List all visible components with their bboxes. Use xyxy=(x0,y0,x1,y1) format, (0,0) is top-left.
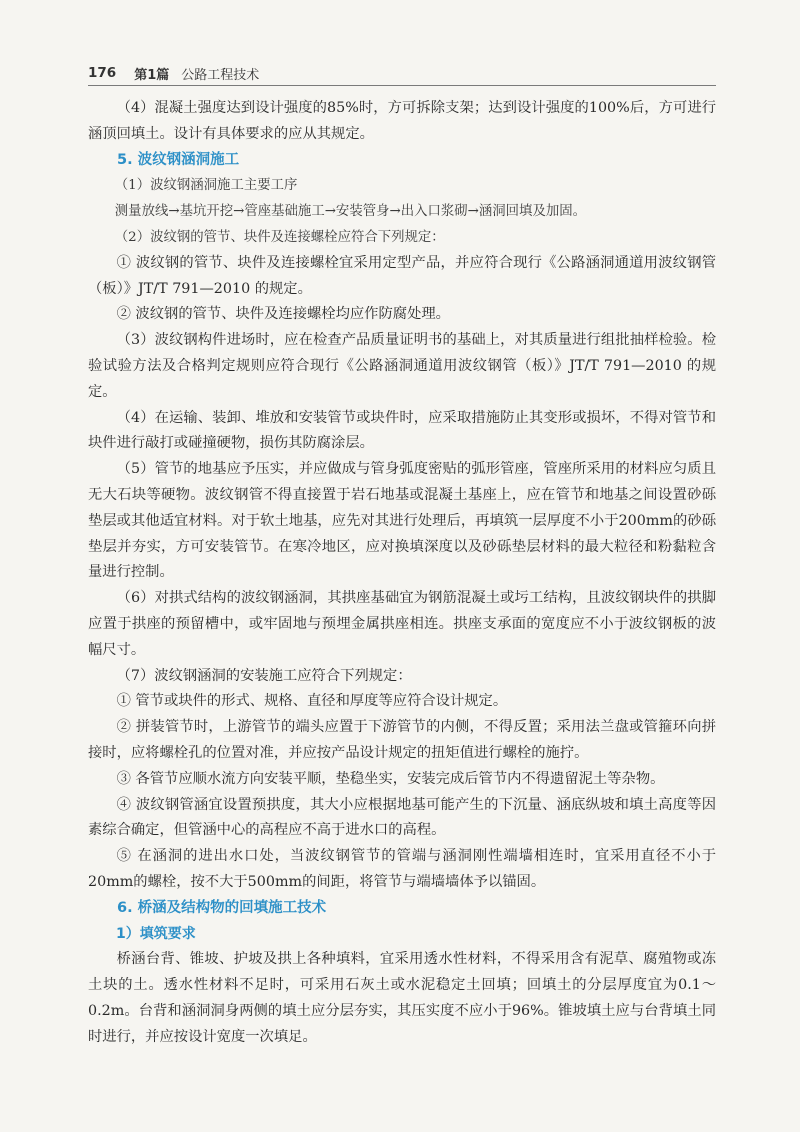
paragraph: ③ 各管节应顺水流方向安装平顺，垫稳坐实，安装完成后管节内不得遗留泥土等杂物。 xyxy=(116,770,665,787)
part-label: 第1篇 xyxy=(134,67,170,83)
paragraph: ① 管节或块件的形式、规格、直径和厚度等应符合设计规定。 xyxy=(116,693,508,710)
paragraph: （3）波纹钢构件进场时，应在检查产品质量证明书的基础上，对其质量进行组批抽样检验。检验试验方法及合格判定规则应符合现行《公路涵洞通道用波纹钢管（板）》JT/T 791—2010 的规定。 xyxy=(88,332,716,400)
section-heading: 5. 波纹钢涵洞施工 xyxy=(117,151,240,168)
header-rule xyxy=(88,85,716,86)
paragraph: （4）在运输、装卸、堆放和安装管节或块件时，应采取措施防止其变形或损坏，不得对管节和块件进行敲打或碰撞硬物，损伤其防腐涂层。 xyxy=(88,409,716,452)
paragraph: （7）波纹钢涵洞的安装施工应符合下列规定： xyxy=(116,667,412,684)
paragraph: （2）波纹钢的管节、块件及连接螺栓应符合下列规定： xyxy=(114,229,445,245)
subsection-heading: 1）填筑要求 xyxy=(116,925,196,942)
paragraph: ⑤ 在涵洞的进出水口处，当波纹钢管节的管端与涵洞刚性端墙相连时，宜采用直径不小于20mm的螺栓，按不大于500mm的间距，将管节与端墙墙体予以锚固。 xyxy=(88,848,716,890)
paragraph: （4）混凝土强度达到设计强度的85%时，方可拆除支架；达到设计强度的100%后，方可进行涵顶回填土。设计有具体要求的应从其规定。 xyxy=(88,100,716,142)
running-header xyxy=(88,61,716,85)
paragraph: （1）波纹钢涵洞施工主要工序 xyxy=(114,178,298,194)
paragraph: 桥涵台背、锥坡、护坡及拱上各种填料，宜采用透水性材料，不得采用含有泥草、腐殖物或冻土块的土。透水性材料不足时，可采用石灰土或水泥稳定土回填；回填土的分层厚度宜为0.1～0.2m。台背和涵洞洞身两侧的填土应分层夯实，其压实度不应小于96%。锥坡填土应与台背填土同时进行，并应按设计宽度一次填足。 xyxy=(88,951,716,1045)
paragraph: ① 波纹钢的管节、块件及连接螺栓宜采用定型产品，并应符合现行《公路涵洞通道用波纹钢管（板）》JT/T 791—2010 的规定。 xyxy=(88,254,716,297)
paragraph: 测量放线→基坑开挖→管座基础施工→安装管身→出入口浆砌→涵洞回填及加固。 xyxy=(114,204,587,220)
paragraph: ④ 波纹钢管涵宜设置预拱度，其大小应根据地基可能产生的下沉量、涵底纵坡和填土高度等因素综合确定，但管涵中心的高程应不高于进水口的高程。 xyxy=(88,796,716,839)
paragraph: ② 拼装管节时，上游管节的端头应置于下游管节的内侧，不得反置；采用法兰盘或管箍环向拼接时，应将螺栓孔的位置对准，并应按产品设计规定的扭矩值进行螺栓的施拧。 xyxy=(88,719,716,761)
section-heading: 6. 桥涵及结构物的回填施工技术 xyxy=(117,899,327,916)
page-body xyxy=(88,96,716,1050)
part-title: 公路工程技术 xyxy=(181,67,260,83)
paragraph: （5）管节的地基应予压实，并应做成与管身弧度密贴的弧形管座，管座所采用的材料应匀质且无大石块等硬物。波纹钢管不得直接置于岩石地基或混凝土基座上，应在管节和地基之间设置砂砾垫层或其他适宜材料。对于软土地基，应先对其进行处理后，再填筑一层厚度不小于200mm的砂砾垫层并夯实，方可安装管节。在寒冷地区，应对换填深度以及砂砾垫层材料的最大粒径和粉黏粒含量进行控制。 xyxy=(88,461,716,581)
paragraph: （6）对拱式结构的波纹钢涵洞，其拱座基础宜为钢筋混凝土或圬工结构，且波纹钢块件的拱脚应置于拱座的预留槽中，或牢固地与预埋金属拱座相连。拱座支承面的宽度应不小于波纹钢板的波幅尺寸。 xyxy=(88,590,716,658)
paragraph: ② 波纹钢的管节、块件及连接螺栓均应作防腐处理。 xyxy=(116,306,450,323)
page-number: 176 xyxy=(88,65,117,81)
